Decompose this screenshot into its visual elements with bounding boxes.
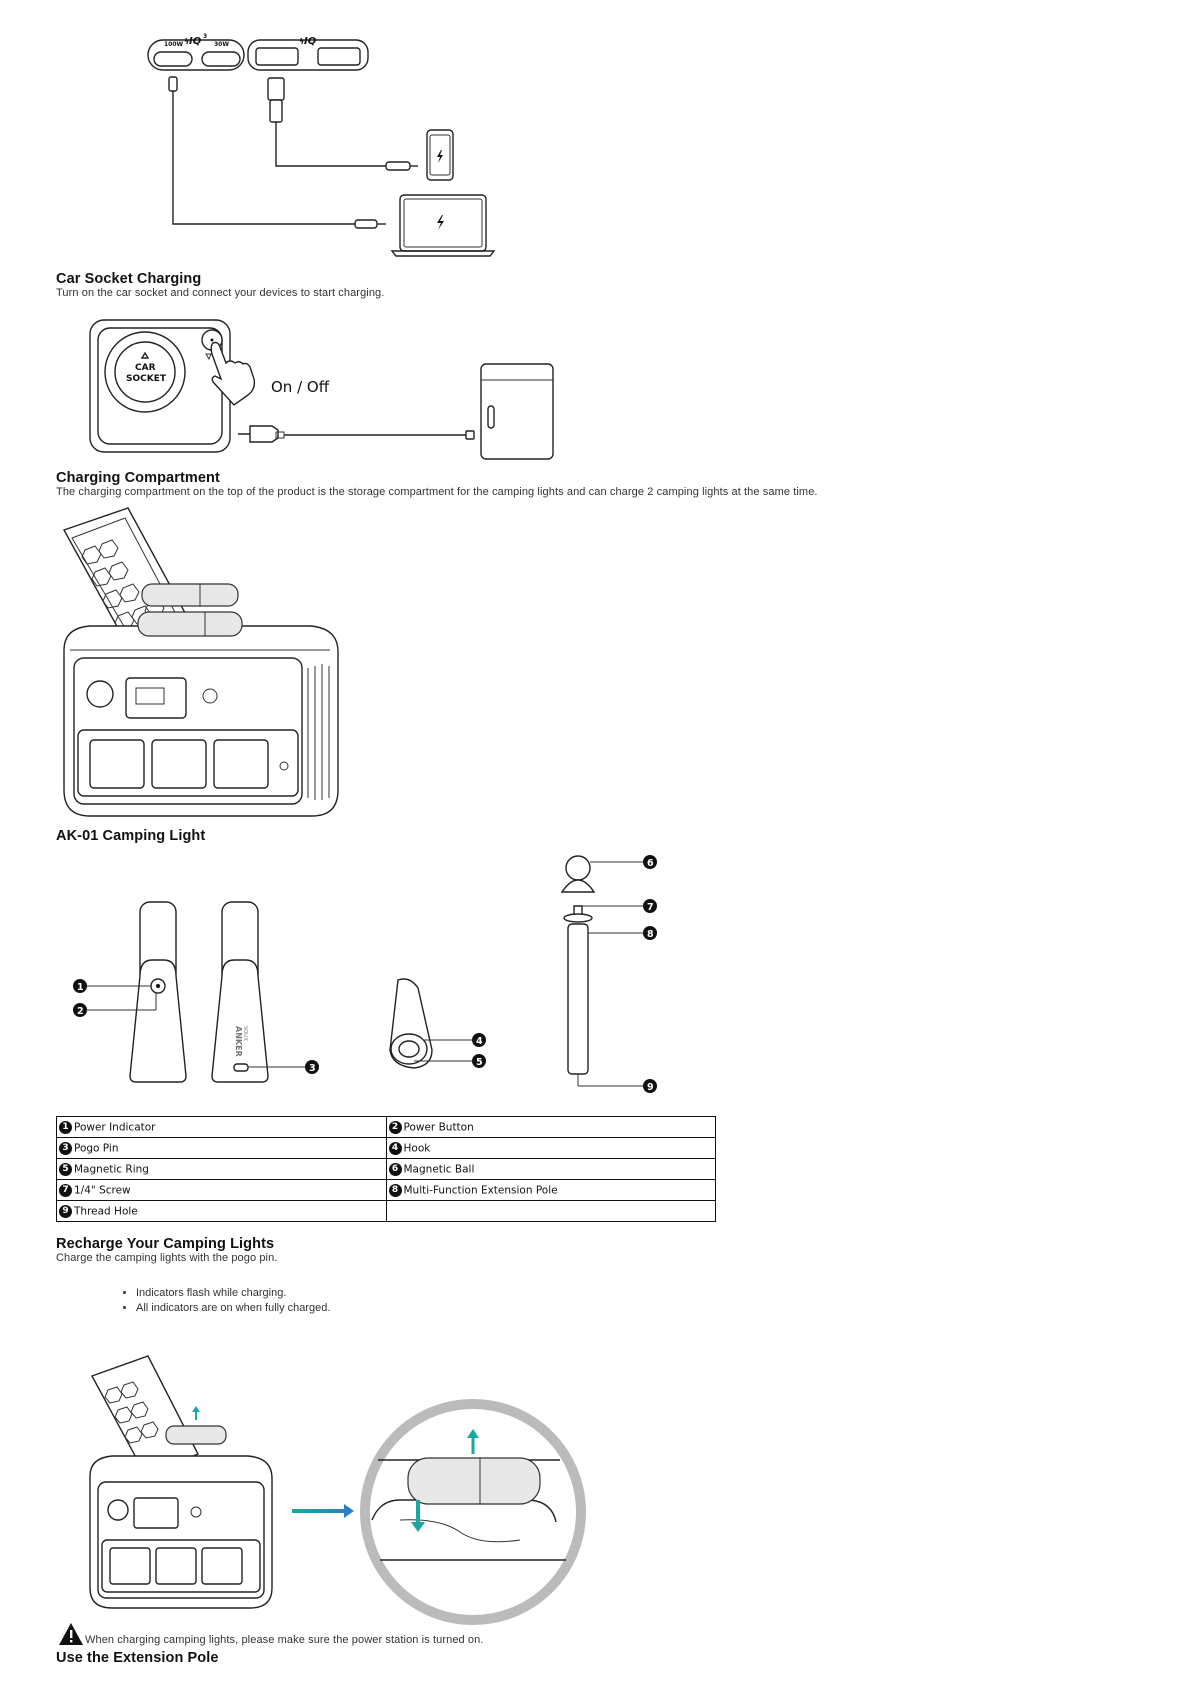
callout-4 [472, 1033, 486, 1047]
part-cell: 7 1/4" Screw [57, 1180, 387, 1201]
part-cell: 5 Magnetic Ring [57, 1159, 387, 1180]
charging-compartment-title: Charging Compartment [56, 470, 220, 486]
svg-text:3: 3 [309, 1063, 316, 1074]
part-cell-empty [386, 1201, 716, 1222]
callout-7 [643, 899, 657, 913]
callout-9 [643, 1079, 657, 1093]
table-row [57, 1159, 716, 1180]
svg-text:6: 6 [647, 858, 654, 869]
recharge-description: Charge the camping lights with the pogo pin. [56, 1252, 278, 1264]
recharge-illustration [0, 1350, 1190, 1610]
iq-label-2: IQ [304, 36, 317, 47]
svg-text:4: 4 [476, 1036, 483, 1047]
svg-text:8: 8 [647, 929, 654, 940]
port-label-100w: 100W [164, 41, 184, 48]
car-socket-title: Car Socket Charging [56, 271, 202, 287]
power-station-illustration [50, 500, 350, 830]
svg-text:7: 7 [647, 902, 654, 913]
port-label-30w: 30W [214, 41, 229, 48]
part-cell: 9 Thread Hole [57, 1201, 387, 1222]
part-cell: 4 Hook [386, 1138, 716, 1159]
callout-6 [643, 855, 657, 869]
table-row [57, 1138, 716, 1159]
switch-label: On / Off [271, 378, 330, 396]
recharge-bullets [118, 1286, 330, 1316]
car-socket-description: Turn on the car socket and connect your devices to start charging. [56, 287, 385, 299]
svg-text:5: 5 [476, 1057, 483, 1068]
table-row [57, 1117, 716, 1138]
callout-1 [73, 979, 87, 993]
svg-text:2: 2 [77, 1006, 84, 1017]
part-cell: 3 Pogo Pin [57, 1138, 387, 1159]
iq-label-1: IQ [189, 36, 202, 47]
part-cell: 2 Power Button [386, 1117, 716, 1138]
table-row [57, 1201, 716, 1222]
usb-charging-diagram [0, 0, 1190, 260]
extension-pole-title: Use the Extension Pole [56, 1650, 219, 1666]
svg-text:1: 1 [77, 982, 84, 993]
socket-label-line2: SOCKET [126, 374, 166, 384]
part-cell: 1 Power Indicator [57, 1117, 387, 1138]
callout-8 [643, 926, 657, 940]
arrow-right-icon [292, 1504, 354, 1518]
car-socket-diagram [0, 300, 1190, 460]
charging-compartment-description: The charging compartment on the top of the product is the storage compartment for the camping lights and can charge 2 camping lights at the same time. [56, 486, 818, 498]
brand-text: ANKER [234, 1026, 243, 1057]
brand-sub: SOLIX [242, 1026, 248, 1041]
callout-5 [472, 1054, 486, 1068]
warning-icon [58, 1622, 84, 1646]
part-cell: 6 Magnetic Ball [386, 1159, 716, 1180]
callout-2 [73, 1003, 87, 1017]
parts-table [56, 1116, 716, 1222]
table-row [57, 1180, 716, 1201]
list-item: • All indicators are on when fully charged. [136, 1301, 330, 1315]
camping-light-title: AK-01 Camping Light [56, 828, 206, 844]
recharge-title: Recharge Your Camping Lights [56, 1236, 275, 1252]
part-cell: 8 Multi-Function Extension Pole [386, 1180, 716, 1201]
svg-text:9: 9 [647, 1082, 654, 1093]
camping-light-diagram [0, 840, 1190, 1100]
socket-label-line1: CAR [135, 363, 156, 373]
iq-label-1-sup: 3 [203, 33, 208, 40]
callout-3 [305, 1060, 319, 1074]
list-item: • Indicators flash while charging. [136, 1286, 330, 1300]
warning-text: When charging camping lights, please make sure the power station is turned on. [85, 1634, 484, 1646]
svg-text:ϟ: ϟ [184, 37, 190, 46]
svg-text:ϟ: ϟ [299, 37, 305, 46]
